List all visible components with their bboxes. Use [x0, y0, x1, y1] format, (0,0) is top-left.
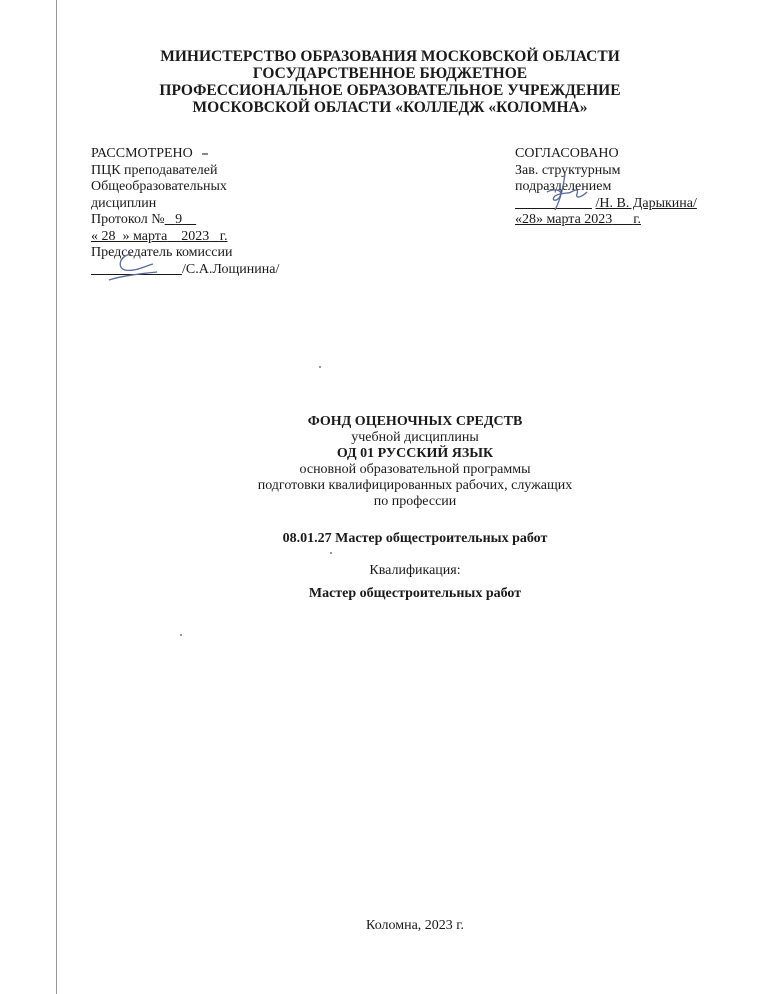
- signature-blank: [515, 196, 592, 213]
- approved-title: СОГЛАСОВАНО: [515, 146, 619, 161]
- reviewed-block: [91, 146, 351, 278]
- footer-city-year: Коломна, 2023 г.: [366, 918, 464, 933]
- scan-speck: [180, 634, 182, 636]
- header-line-2: ГОСУДАРСТВЕННОЕ БЮДЖЕТНОЕ: [252, 65, 528, 82]
- approved-line-1: Зав. структурным: [515, 162, 621, 178]
- approved-signature-line: /Н. В. Дарыкина/: [515, 196, 735, 213]
- header-line-4: МОСКОВСКОЙ ОБЛАСТИ «КОЛЛЕДЖ «КОЛОМНА»: [192, 99, 588, 116]
- qualification-label: Квалификация:: [369, 563, 461, 578]
- protocol-line: Протокол № 9: [91, 212, 183, 227]
- program-line-3: по профессии: [373, 494, 457, 509]
- chair-line: Председатель комиссии: [91, 245, 233, 260]
- reviewed-line-1: ПЦК преподавателей: [91, 162, 218, 178]
- ministry-header: [150, 48, 630, 116]
- reviewed-title: РАССМОТРЕНО: [91, 146, 351, 163]
- qualification-value: Мастер общестроительных работ: [308, 586, 522, 601]
- scan-speck: [330, 552, 332, 554]
- page-edge-line: [56, 0, 57, 994]
- signature-blank: [91, 262, 182, 279]
- reviewed-line-2: Общеобразовательных: [91, 179, 227, 194]
- approved-block: [515, 146, 735, 229]
- scan-speck: [319, 366, 321, 368]
- program-line-2: подготовки квалифицированных рабочих, служащих: [257, 478, 573, 493]
- approved-line-2: подразделением: [515, 179, 612, 194]
- reviewed-line-3: дисциплин: [91, 195, 157, 211]
- main-subtitle: учебной дисциплины: [351, 430, 479, 445]
- approved-date: «28» марта 2023 г.: [515, 212, 641, 227]
- discipline-name: ОД 01 РУССКИЙ ЯЗЫК: [336, 446, 494, 461]
- main-title: ФОНД ОЦЕНОЧНЫХ СРЕДСТВ: [307, 414, 523, 429]
- profession-code: 08.01.27 Мастер общестроительных работ: [282, 531, 548, 546]
- protocol-number: 9: [175, 212, 183, 227]
- main-title-block: [200, 414, 630, 510]
- header-line-1: МИНИСТЕРСТВО ОБРАЗОВАНИЯ МОСКОВСКОЙ ОБЛАСТИ: [160, 48, 620, 65]
- reviewed-date: « 28 » марта 2023 г.: [91, 228, 228, 244]
- header-line-3: ПРОФЕССИОНАЛЬНОЕ ОБРАЗОВАТЕЛЬНОЕ УЧРЕЖДЕНИЕ: [159, 82, 621, 99]
- reviewed-signature-line: /С.А.Лощинина/: [91, 262, 351, 279]
- program-line-1: основной образовательной программы: [299, 462, 531, 477]
